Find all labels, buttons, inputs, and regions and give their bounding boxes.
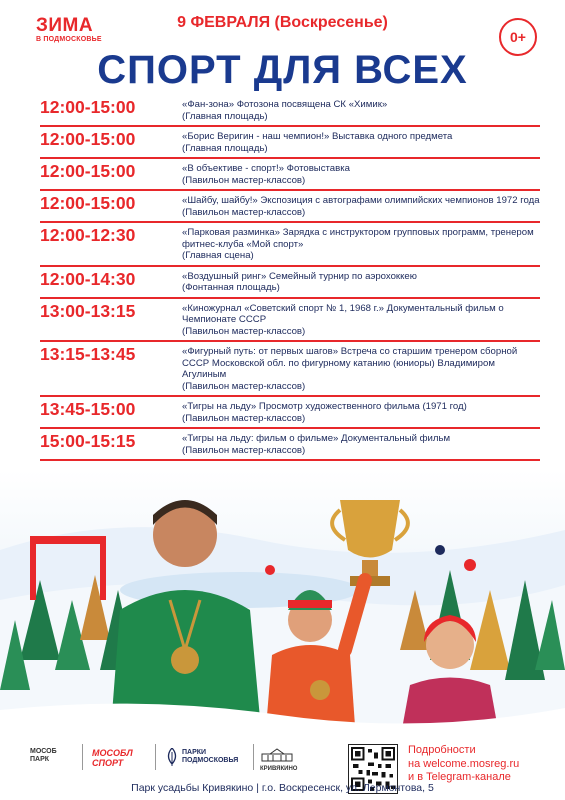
- park-leaf-icon: [165, 748, 179, 766]
- event-description: [182, 430, 540, 456]
- more-info-line1: Подробности: [408, 744, 476, 756]
- event-title: «Киножурнал «Советский спорт № 1, 1968 г.» Документальный фильм о Чемпионате СССР: [182, 302, 504, 325]
- footer-divider: [82, 744, 83, 770]
- event-venue: (Павильон мастер-классов): [182, 380, 306, 392]
- schedule-row: [40, 342, 540, 397]
- event-title: «Фигурный путь: от первых шагов» Встреча со старшим тренером сборной СССР Московской обл. по фигурному катанию (юниоры) Владимиром Агулиным: [182, 346, 518, 380]
- schedule-list: [40, 95, 540, 461]
- event-venue: (Павильон мастер-классов): [182, 412, 306, 424]
- event-description: [182, 398, 540, 424]
- event-time: 13:15-13:45: [40, 344, 136, 364]
- venue-address: Парк усадьбы Кривякино | г.о. Воскресенск, ул. Лермонтова, 5: [131, 782, 434, 794]
- event-time: 13:00-13:15: [40, 300, 136, 321]
- parks-logo-line1: ПАРКИ: [182, 749, 207, 756]
- event-title: «Тигры на льду» Просмотр художественного фильма (1971 год): [182, 401, 467, 412]
- schedule-row: [40, 267, 540, 299]
- brand-sub: В ПОДМОСКОВЬЕ: [36, 36, 102, 43]
- event-description: [182, 160, 540, 186]
- estate-building-icon: [260, 748, 294, 762]
- more-info-link[interactable]: на welcome.mosreg.ru: [408, 757, 520, 770]
- schedule-row: [40, 429, 540, 461]
- event-time: 12:00-15:00: [40, 193, 136, 213]
- schedule-row: [40, 95, 540, 127]
- event-venue: (Фонтанная площадь): [182, 282, 280, 293]
- parks-logo-line2: ПОДМОСКОВЬЯ: [182, 757, 239, 764]
- mosoblsport-logo-line2: СПОРТ: [92, 758, 124, 768]
- footer-divider: [155, 744, 156, 770]
- schedule-row: [40, 191, 540, 223]
- schedule-row: [40, 299, 540, 343]
- event-time: 12:00-14:30: [40, 268, 136, 289]
- event-description: [182, 343, 540, 392]
- event-venue: (Павильон мастер-классов): [182, 325, 306, 337]
- event-time: 12:00-15:00: [40, 161, 136, 181]
- event-time: 12:00-15:00: [40, 97, 136, 117]
- event-time: 12:00-12:30: [40, 225, 136, 245]
- schedule-row: [40, 159, 540, 191]
- event-venue: (Павильон мастер-классов): [182, 174, 306, 186]
- krivyakino-logo: [260, 748, 297, 773]
- krivyakino-logo-text: КРИВЯКИНО: [260, 766, 298, 772]
- footer-divider: [253, 744, 254, 770]
- event-description: [182, 128, 540, 154]
- schedule-row: [40, 397, 540, 429]
- event-title: «Воздушный ринг» Семейный турнир по аэрохоккею: [182, 270, 417, 282]
- more-info-line3: и в Telegram-канале: [408, 771, 511, 783]
- event-title: «Парковая разминка» Зарядка с инструктором групповых программ, тренером фитнес-клуба «Мой спорт»: [182, 227, 534, 250]
- mosoblsport-logo: [92, 748, 133, 768]
- event-date: 9 ФЕВРАЛЯ (Воскресенье): [177, 14, 388, 31]
- mosobpark-logo-line2: ПАРК: [30, 756, 50, 763]
- schedule-row: [40, 223, 540, 267]
- event-title: «Фан-зона» Фотозона посвящена СК «Химик»: [182, 99, 388, 110]
- event-time: 13:45-15:00: [40, 399, 136, 419]
- mosobpark-logo-line1: МОСОБ: [30, 748, 57, 755]
- winter-sports-illustration: [0, 470, 565, 740]
- age-rating-badge: 0+: [499, 18, 537, 56]
- mosoblsport-logo-line1: МОСОБЛ: [92, 748, 133, 758]
- mosobpark-logo: [30, 748, 57, 764]
- event-time: 15:00-15:15: [40, 431, 136, 451]
- event-title: «Тигры на льду: фильм о фильме» Документальный фильм: [182, 433, 451, 444]
- schedule-row: [40, 127, 540, 159]
- event-description: [182, 300, 540, 338]
- event-description: [182, 224, 540, 262]
- event-title: «В объективе - спорт!» Фотовыставка: [182, 163, 350, 174]
- event-venue: (Главная площадь): [182, 110, 268, 122]
- page-title: СПОРТ ДЛЯ ВСЕХ: [97, 48, 468, 92]
- brand-main: ЗИМА: [36, 15, 94, 36]
- event-venue: (Павильон мастер-классов): [182, 206, 306, 218]
- event-time: 12:00-15:00: [40, 129, 136, 149]
- event-venue: (Главная сцена): [182, 250, 254, 261]
- parks-podmoskovya-logo: [165, 748, 238, 766]
- event-venue: (Павильон мастер-классов): [182, 444, 306, 456]
- event-title: «Шайбу, шайбу!» Экспозиция с автографами олимпийских чемпионов 1972 года: [182, 195, 540, 206]
- event-description: [182, 96, 540, 122]
- more-info-text: [408, 744, 519, 785]
- event-venue: (Главная площадь): [182, 142, 268, 154]
- event-description: [182, 268, 540, 294]
- event-title: «Борис Веригин - наш чемпион!» Выставка одного предмета: [182, 131, 453, 142]
- event-description: [182, 192, 540, 218]
